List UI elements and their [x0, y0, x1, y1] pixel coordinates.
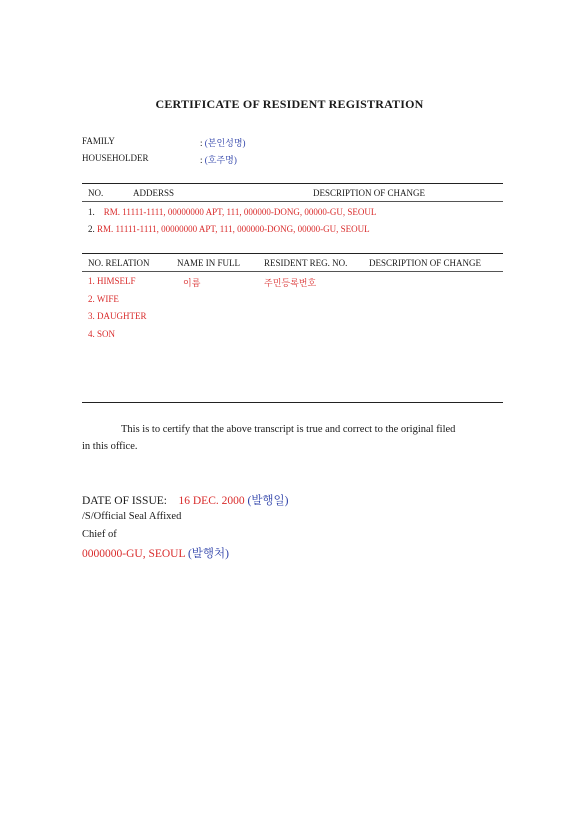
address-row-no: 1.	[88, 207, 95, 217]
issuing-office-note: (발행처)	[187, 548, 229, 560]
certify-line-1: This is to certify that the above transcript is true and correct to the original filed	[121, 424, 456, 435]
householder-field	[200, 153, 237, 166]
family-header-change: DESCRIPTION OF CHANGE	[369, 258, 482, 268]
family-row-relation: 1. HIMSELF	[88, 276, 136, 286]
address-table-header-rule	[82, 201, 503, 202]
householder-colon: :	[200, 155, 205, 165]
certify-line-2: in this office.	[82, 441, 138, 452]
family-value: (본인성명)	[204, 138, 246, 148]
address-row-value: RM. 11111-1111, 00000000 APT, 111, 000000-DONG, 00000-GU, SEOUL	[97, 224, 370, 234]
family-table-header-rule	[82, 271, 503, 272]
family-colon: :	[200, 138, 205, 148]
issue-date-line	[82, 492, 288, 508]
address-row-1	[88, 207, 376, 217]
family-header-name: NAME IN FULL	[177, 258, 240, 268]
issuing-office-line	[82, 545, 229, 561]
issuing-office-value: 0000000-GU, SEOUL	[82, 548, 186, 560]
address-row-2	[88, 224, 370, 234]
document-title: CERTIFICATE OF RESIDENT REGISTRATION	[155, 97, 424, 111]
family-row-relation: 3. DAUGHTER	[88, 311, 147, 321]
address-row-no: 2.	[88, 224, 95, 234]
address-header-change: DESCRIPTION OF CHANGE	[313, 188, 426, 198]
issue-date-value: 16 DEC. 2000	[178, 495, 245, 507]
householder-label: HOUSEHOLDER	[82, 153, 149, 163]
issue-date-label: DATE OF ISSUE:	[82, 495, 167, 507]
family-header-reg: RESIDENT REG. NO.	[264, 258, 348, 268]
address-table-top-rule	[82, 183, 503, 184]
family-table-bottom-rule	[82, 402, 503, 403]
family-row-relation: 4. SON	[88, 329, 116, 339]
official-seal-line: /S/Official Seal Affixed	[82, 511, 182, 522]
family-row-relation: 2. WIFE	[88, 294, 119, 304]
householder-value: (호주명)	[204, 155, 237, 165]
family-label: FAMILY	[82, 136, 115, 146]
family-row-reg: 주민등록번호	[264, 278, 317, 288]
chief-of-line: Chief of	[82, 529, 117, 540]
family-row-name: 이름	[183, 278, 201, 288]
family-header-no-relation: NO. RELATION	[88, 258, 150, 268]
address-header-address: ADDERSS	[133, 188, 175, 198]
address-row-value: RM. 11111-1111, 00000000 APT, 111, 000000-DONG, 00000-GU, SEOUL	[103, 207, 377, 217]
family-table-top-rule	[82, 253, 503, 254]
address-header-no: NO.	[88, 188, 104, 198]
issue-date-note: (발행일)	[247, 495, 289, 507]
family-field	[200, 136, 246, 149]
